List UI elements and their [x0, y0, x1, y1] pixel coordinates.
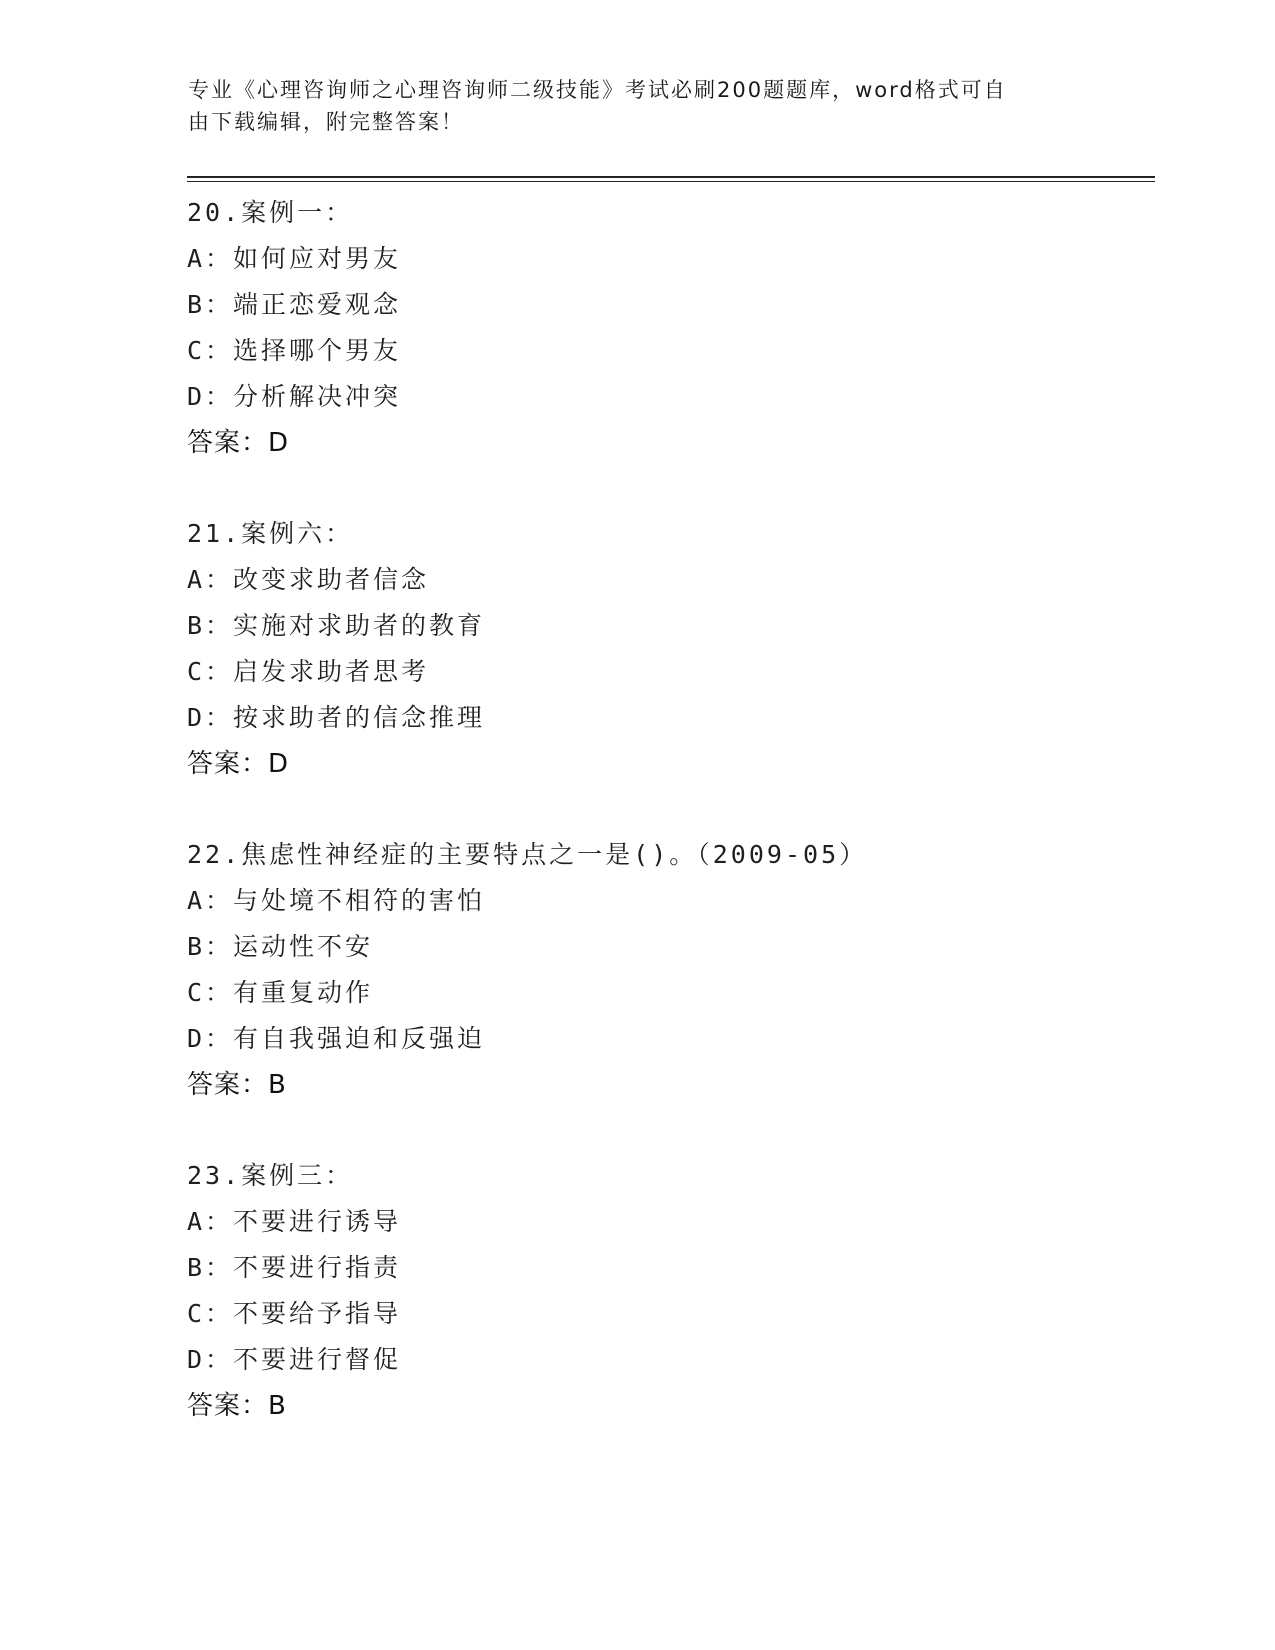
document-header [188, 74, 1068, 138]
question-20 [187, 190, 1147, 466]
option-a: A：与处境不相符的害怕 [187, 886, 486, 915]
question-spacer [187, 787, 1147, 832]
option-b: B：不要进行指责 [187, 1253, 402, 1282]
header-line-2: 由下载编辑，附完整答案！ [188, 110, 464, 134]
option-d: D：按求助者的信念推理 [187, 703, 486, 732]
answer-line: 答案：D [187, 428, 290, 458]
option-a: A：不要进行诱导 [187, 1207, 402, 1236]
option-b: B：实施对求助者的教育 [187, 611, 486, 640]
question-spacer [187, 1108, 1147, 1153]
question-stem: 22.焦虑性神经症的主要特点之一是()。（2009-05） [187, 840, 868, 869]
option-c: C：启发求助者思考 [187, 657, 430, 686]
question-22 [187, 832, 1147, 1108]
question-stem: 20.案例一： [187, 198, 354, 227]
question-stem: 23.案例三： [187, 1161, 354, 1190]
header-divider [187, 176, 1155, 182]
header-line-1: 专业《心理咨询师之心理咨询师二级技能》考试必刷200题题库，word格式可自 [188, 78, 1007, 102]
option-a: A：如何应对男友 [187, 244, 402, 273]
option-b: B：运动性不安 [187, 932, 374, 961]
option-b: B：端正恋爱观念 [187, 290, 402, 319]
option-a: A：改变求助者信念 [187, 565, 430, 594]
answer-line: 答案：D [187, 749, 290, 779]
option-d: D：分析解决冲突 [187, 382, 402, 411]
option-c: C：选择哪个男友 [187, 336, 402, 365]
answer-line: 答案：B [187, 1391, 287, 1421]
option-d: D：有自我强迫和反强迫 [187, 1024, 486, 1053]
question-stem: 21.案例六： [187, 519, 354, 548]
question-list [187, 190, 1147, 1429]
question-spacer [187, 466, 1147, 511]
option-c: C：不要给予指导 [187, 1299, 402, 1328]
answer-line: 答案：B [187, 1070, 287, 1100]
option-d: D：不要进行督促 [187, 1345, 402, 1374]
question-21 [187, 511, 1147, 787]
option-c: C：有重复动作 [187, 978, 374, 1007]
question-23 [187, 1153, 1147, 1429]
